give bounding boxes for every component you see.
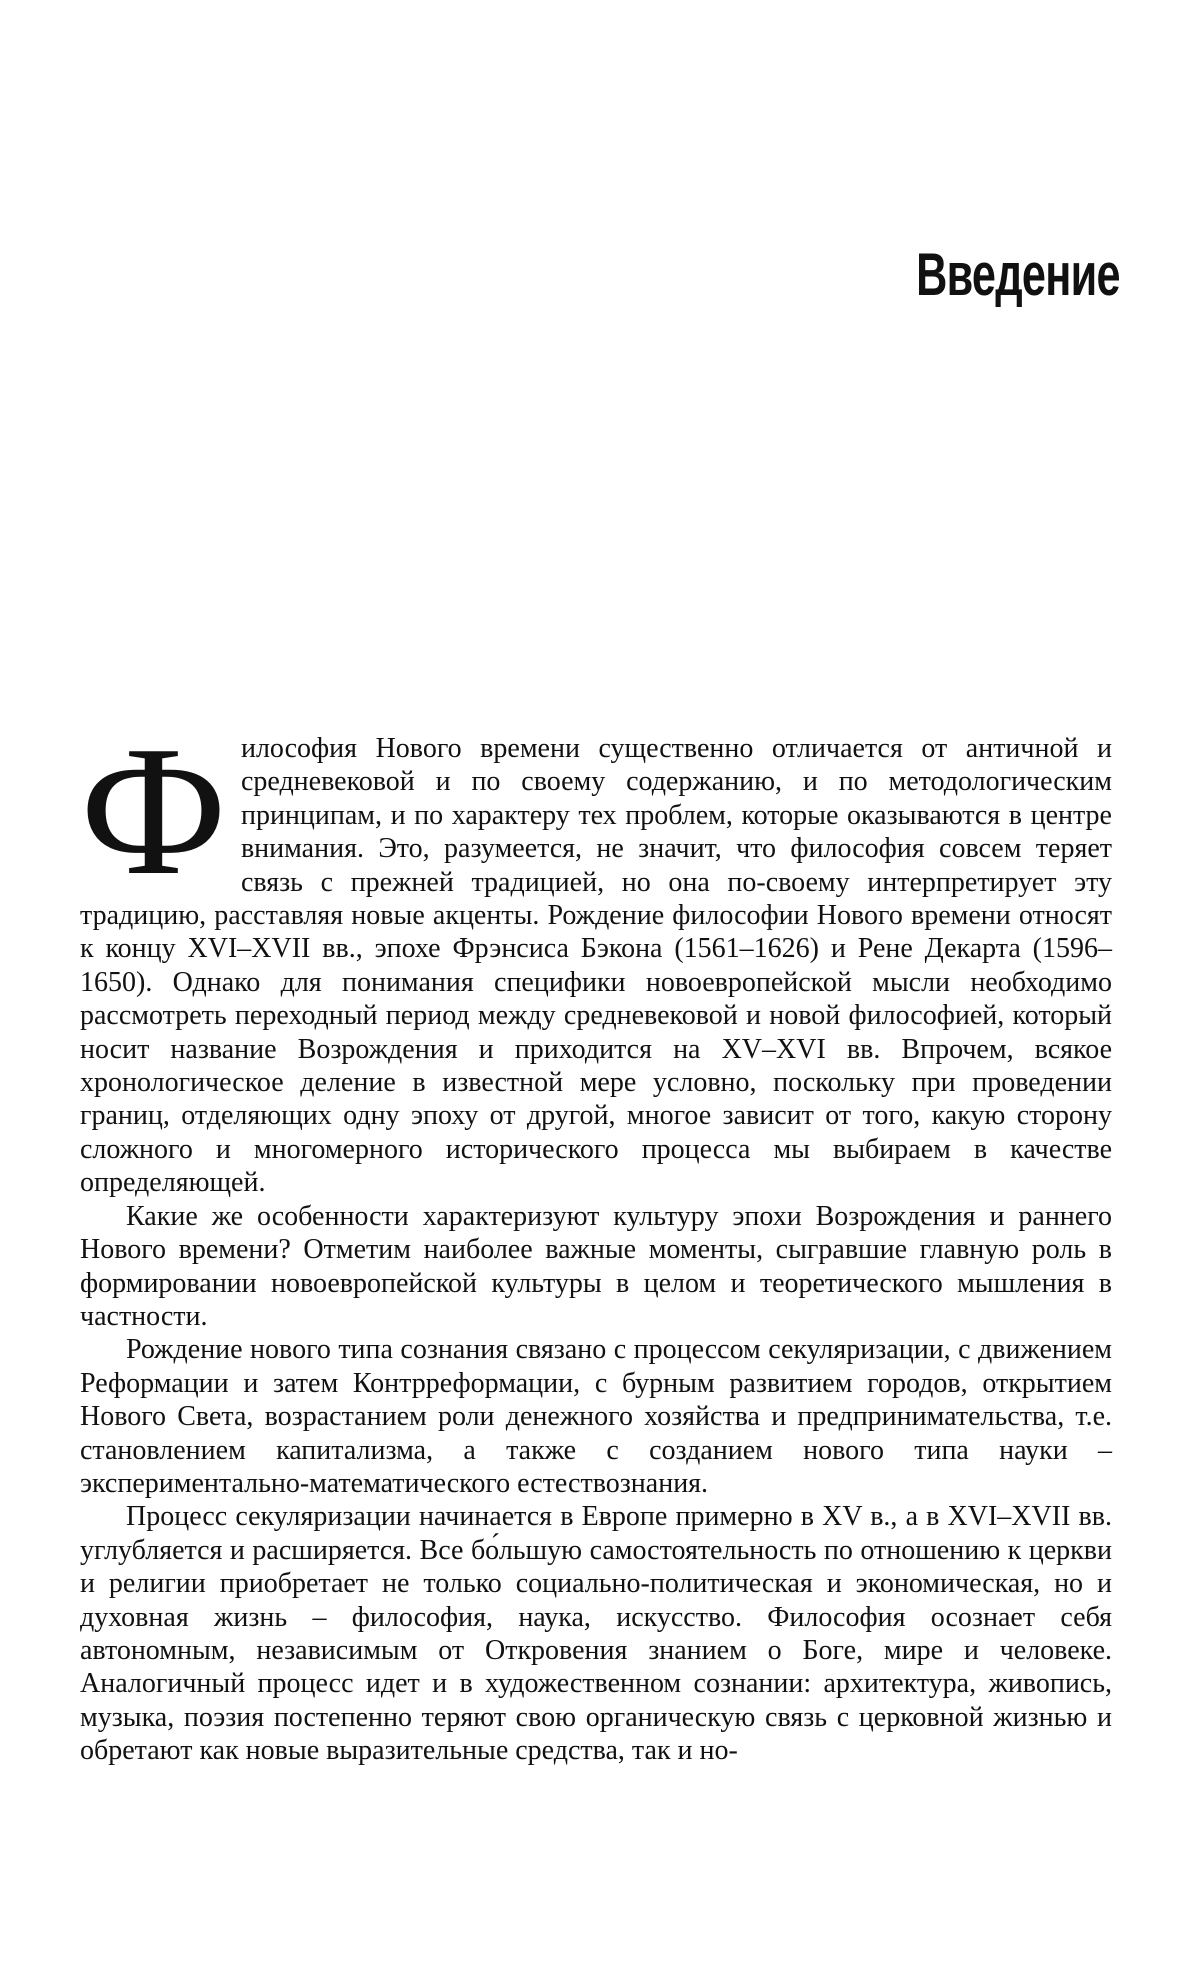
paragraph-2: Какие же особенности характеризуют культуру эпохи Возрождения и раннего Нового времени? Отметим наиболее важные моменты, сыгравшие главную роль в формировании новоевропейской культуры в целом и теоретического мышления в частности. bbox=[80, 1200, 1112, 1332]
drop-cap: Ф bbox=[80, 708, 227, 914]
paragraph-1-text: илософия Нового времени существенно отличается от античной и средневековой и по своему содержанию, и по методологическим принципам, и по характеру тех проблем, которые оказываются в центре внимания. Это, разумеется, не значит, что философия совсем теряет связь с прежней традицией, но она по-своему интерпретирует эту традицию, расставляя новые акценты. Рождение философии Нового времени относят к концу XVI–XVII вв., эпохе Фрэнсиса Бэкона (1561–1626) и Рене Декарта (1596–1650). Однако для понимания специфики новоевропейской мысли необходимо рассмотреть переходный период между средневековой и новой философией, который носит название Возрождения и приходится на XV–XVI вв. Впрочем, всякое хронологическое деление в известной мере условно, поскольку при проведении границ, отделяющих одну эпоху от другой, многое зависит от того, какую сторону сложного и многомерного исторического процесса мы выбираем в качестве определяющей. bbox=[80, 733, 1112, 1199]
body-text bbox=[80, 708, 1112, 1768]
paragraph-1 bbox=[80, 708, 1112, 1200]
paragraph-3: Рождение нового типа сознания связано с процессом секуляризации, с движением Реформации и затем Контрреформации, с бурным развитием городов, открытием Нового Света, возрастанием роли денежного хозяйства и предпринимательства, т.е. становлением капитализма, а также с созданием нового типа науки – экспериментально-математического естествознания. bbox=[80, 1334, 1112, 1499]
paragraph-4: Процесс секуляризации начинается в Европе примерно в XV в., а в XVI–XVII вв. углубляется и расширяется. Все бо́льшую самостоятельность по отношению к церкви и религии приобретает не только социально-политическая и экономическая, но и духовная жизнь – философия, наука, искусство. Философия осознает себя автономным, независимым от Откровения знанием о Боге, мире и человеке. Аналогичный процесс идет и в художественном сознании: архитектура, живопись, музыка, поэзия постепенно теряют свою органическую связь с церковной жизнью и обретают как новые выразительные средства, так и но- bbox=[80, 1501, 1112, 1767]
chapter-title: Введение bbox=[916, 241, 1120, 308]
